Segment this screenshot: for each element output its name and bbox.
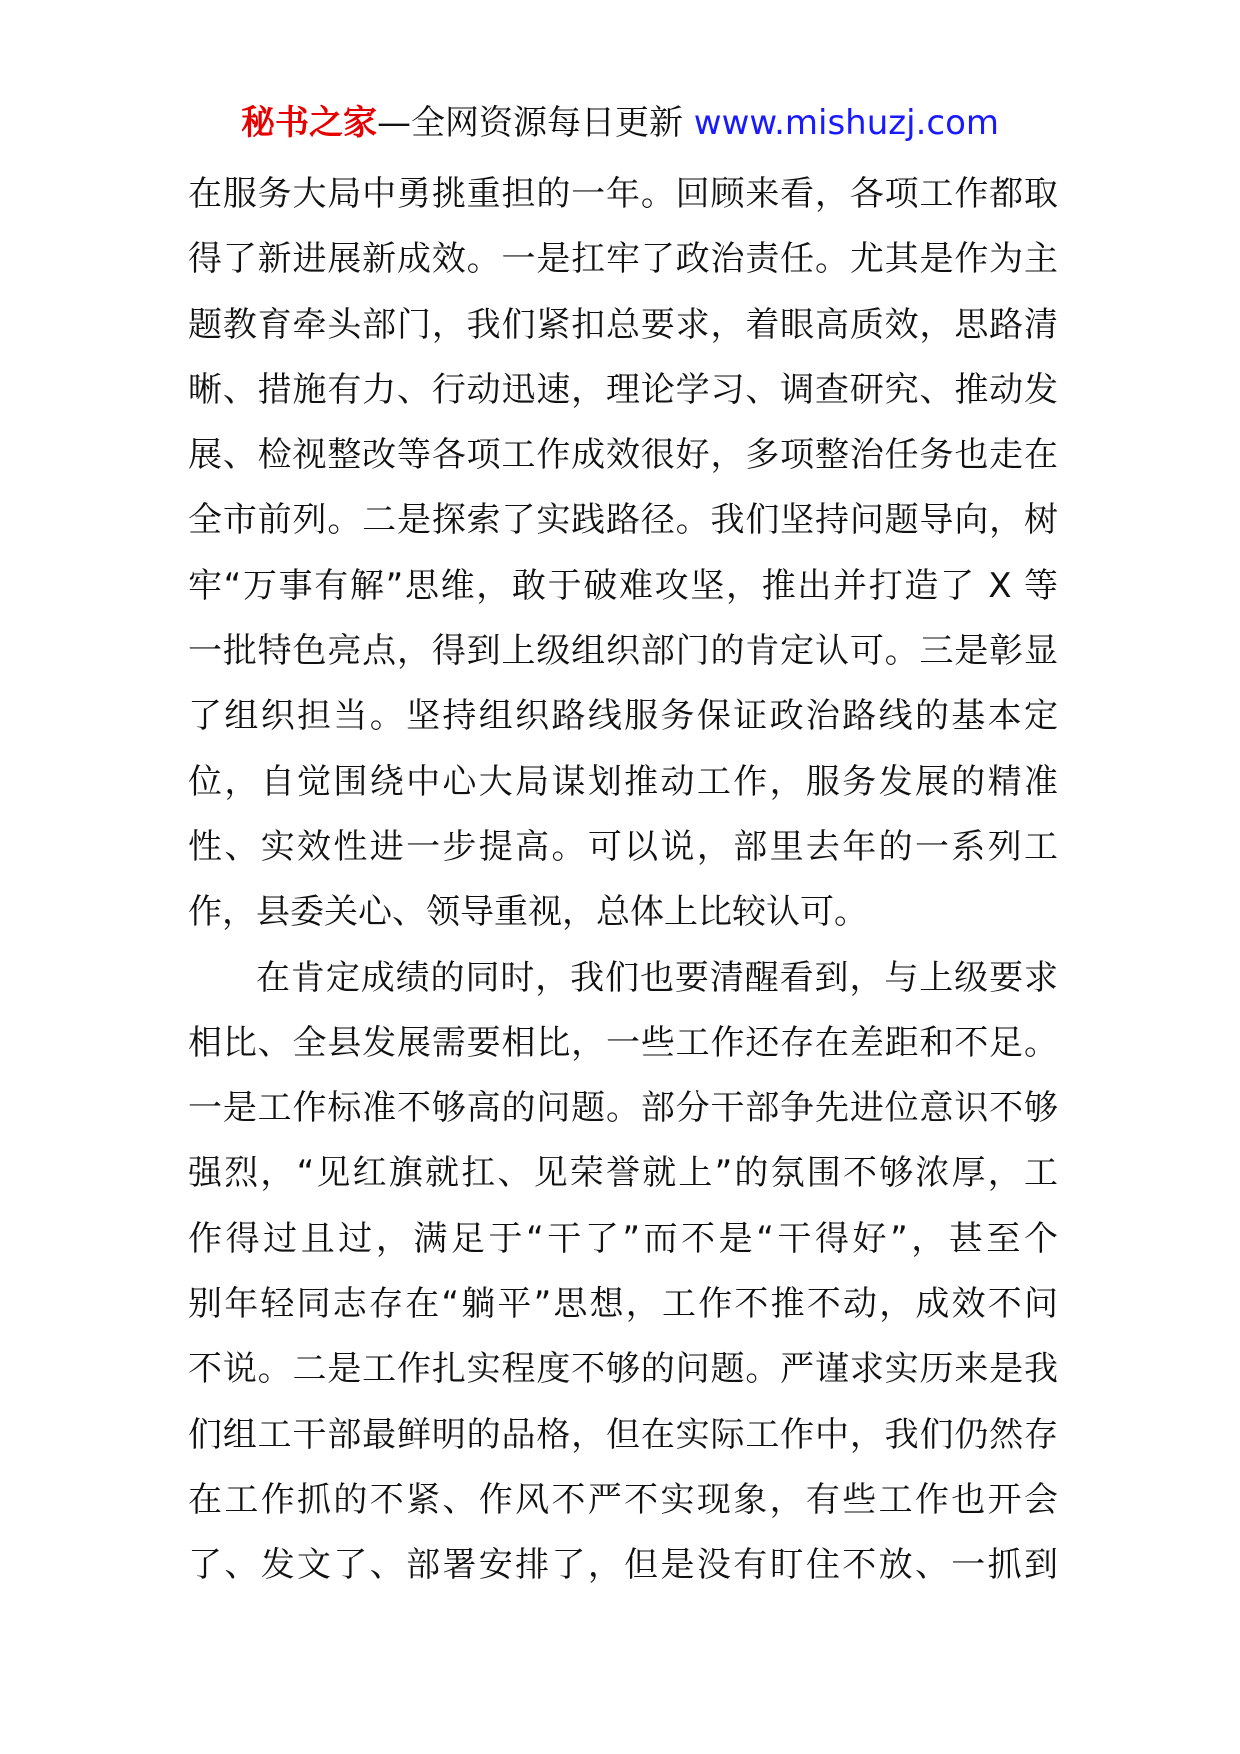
brand-name: 秘书之家 <box>240 103 377 143</box>
text-line: 别年轻同志存在“躺平”思想，工作不推不动，成效不问 <box>188 1284 1058 1325</box>
text-line: 相比、全县发展需要相比，一些工作还存在差距和不足。 <box>188 1022 1058 1063</box>
paragraph-2 <box>188 946 1058 1599</box>
text-line: 牢“万事有解”思维，敢于破难攻坚，推出并打造了 X 等 <box>188 565 1058 606</box>
text-line: 们组工干部最鲜明的品格，但在实际工作中，我们仍然存 <box>188 1414 1058 1455</box>
text-line: 得了新进展新成效。一是扛牢了政治责任。尤其是作为主 <box>188 239 1058 280</box>
text-line: 不说。二是工作扎实程度不够的问题。严谨求实历来是我 <box>188 1349 1058 1390</box>
text-line: 一是工作标准不够高的问题。部分干部争先进位意识不够 <box>188 1088 1058 1129</box>
text-line: 在工作抓的不紧、作风不严不实现象，有些工作也开会 <box>188 1479 1058 1520</box>
text-line: 性、实效性进一步提高。可以说，部里去年的一系列工 <box>188 826 1058 867</box>
site-url[interactable]: www.mishuzj.com <box>682 103 999 143</box>
text-line: 了、发文了、部署安排了，但是没有盯住不放、一抓到 <box>188 1545 1058 1586</box>
text-line: 在服务大局中勇挑重担的一年。回顾来看，各项工作都取 <box>188 174 1058 214</box>
text-line: 了组织担当。坚持组织路线服务保证政治路线的基本定 <box>188 696 1058 737</box>
text-line: 作，县委关心、领导重视，总体上比较认可。 <box>188 892 868 933</box>
document-body <box>188 162 1058 1599</box>
text-line: 位，自觉围绕中心大局谋划推动工作，服务发展的精准 <box>188 761 1058 802</box>
paragraph-1 <box>188 162 1058 946</box>
text-line: 全市前列。二是探索了实践路径。我们坚持问题导向，树 <box>188 500 1058 541</box>
text-line: 题教育牵头部门，我们紧扣总要求，着眼高质效，思路清 <box>188 304 1058 345</box>
text-line: 展、检视整改等各项工作成效很好，多项整治任务也走在 <box>188 435 1058 476</box>
document-header <box>0 100 1240 146</box>
text-line: 晰、措施有力、行动迅速，理论学习、调查研究、推动发 <box>188 369 1058 410</box>
text-line: 一批特色亮点，得到上级组织部门的肯定认可。三是彰显 <box>188 631 1058 672</box>
header-tagline: —全网资源每日更新 <box>376 103 683 143</box>
text-line: 强烈，“见红旗就扛、见荣誉就上”的氛围不够浓厚，工 <box>188 1153 1058 1194</box>
text-line: 作得过且过，满足于“干了”而不是“干得好”，甚至个 <box>188 1218 1058 1259</box>
text-line: 在肯定成绩的同时，我们也要清醒看到，与上级要求 <box>256 957 1058 998</box>
